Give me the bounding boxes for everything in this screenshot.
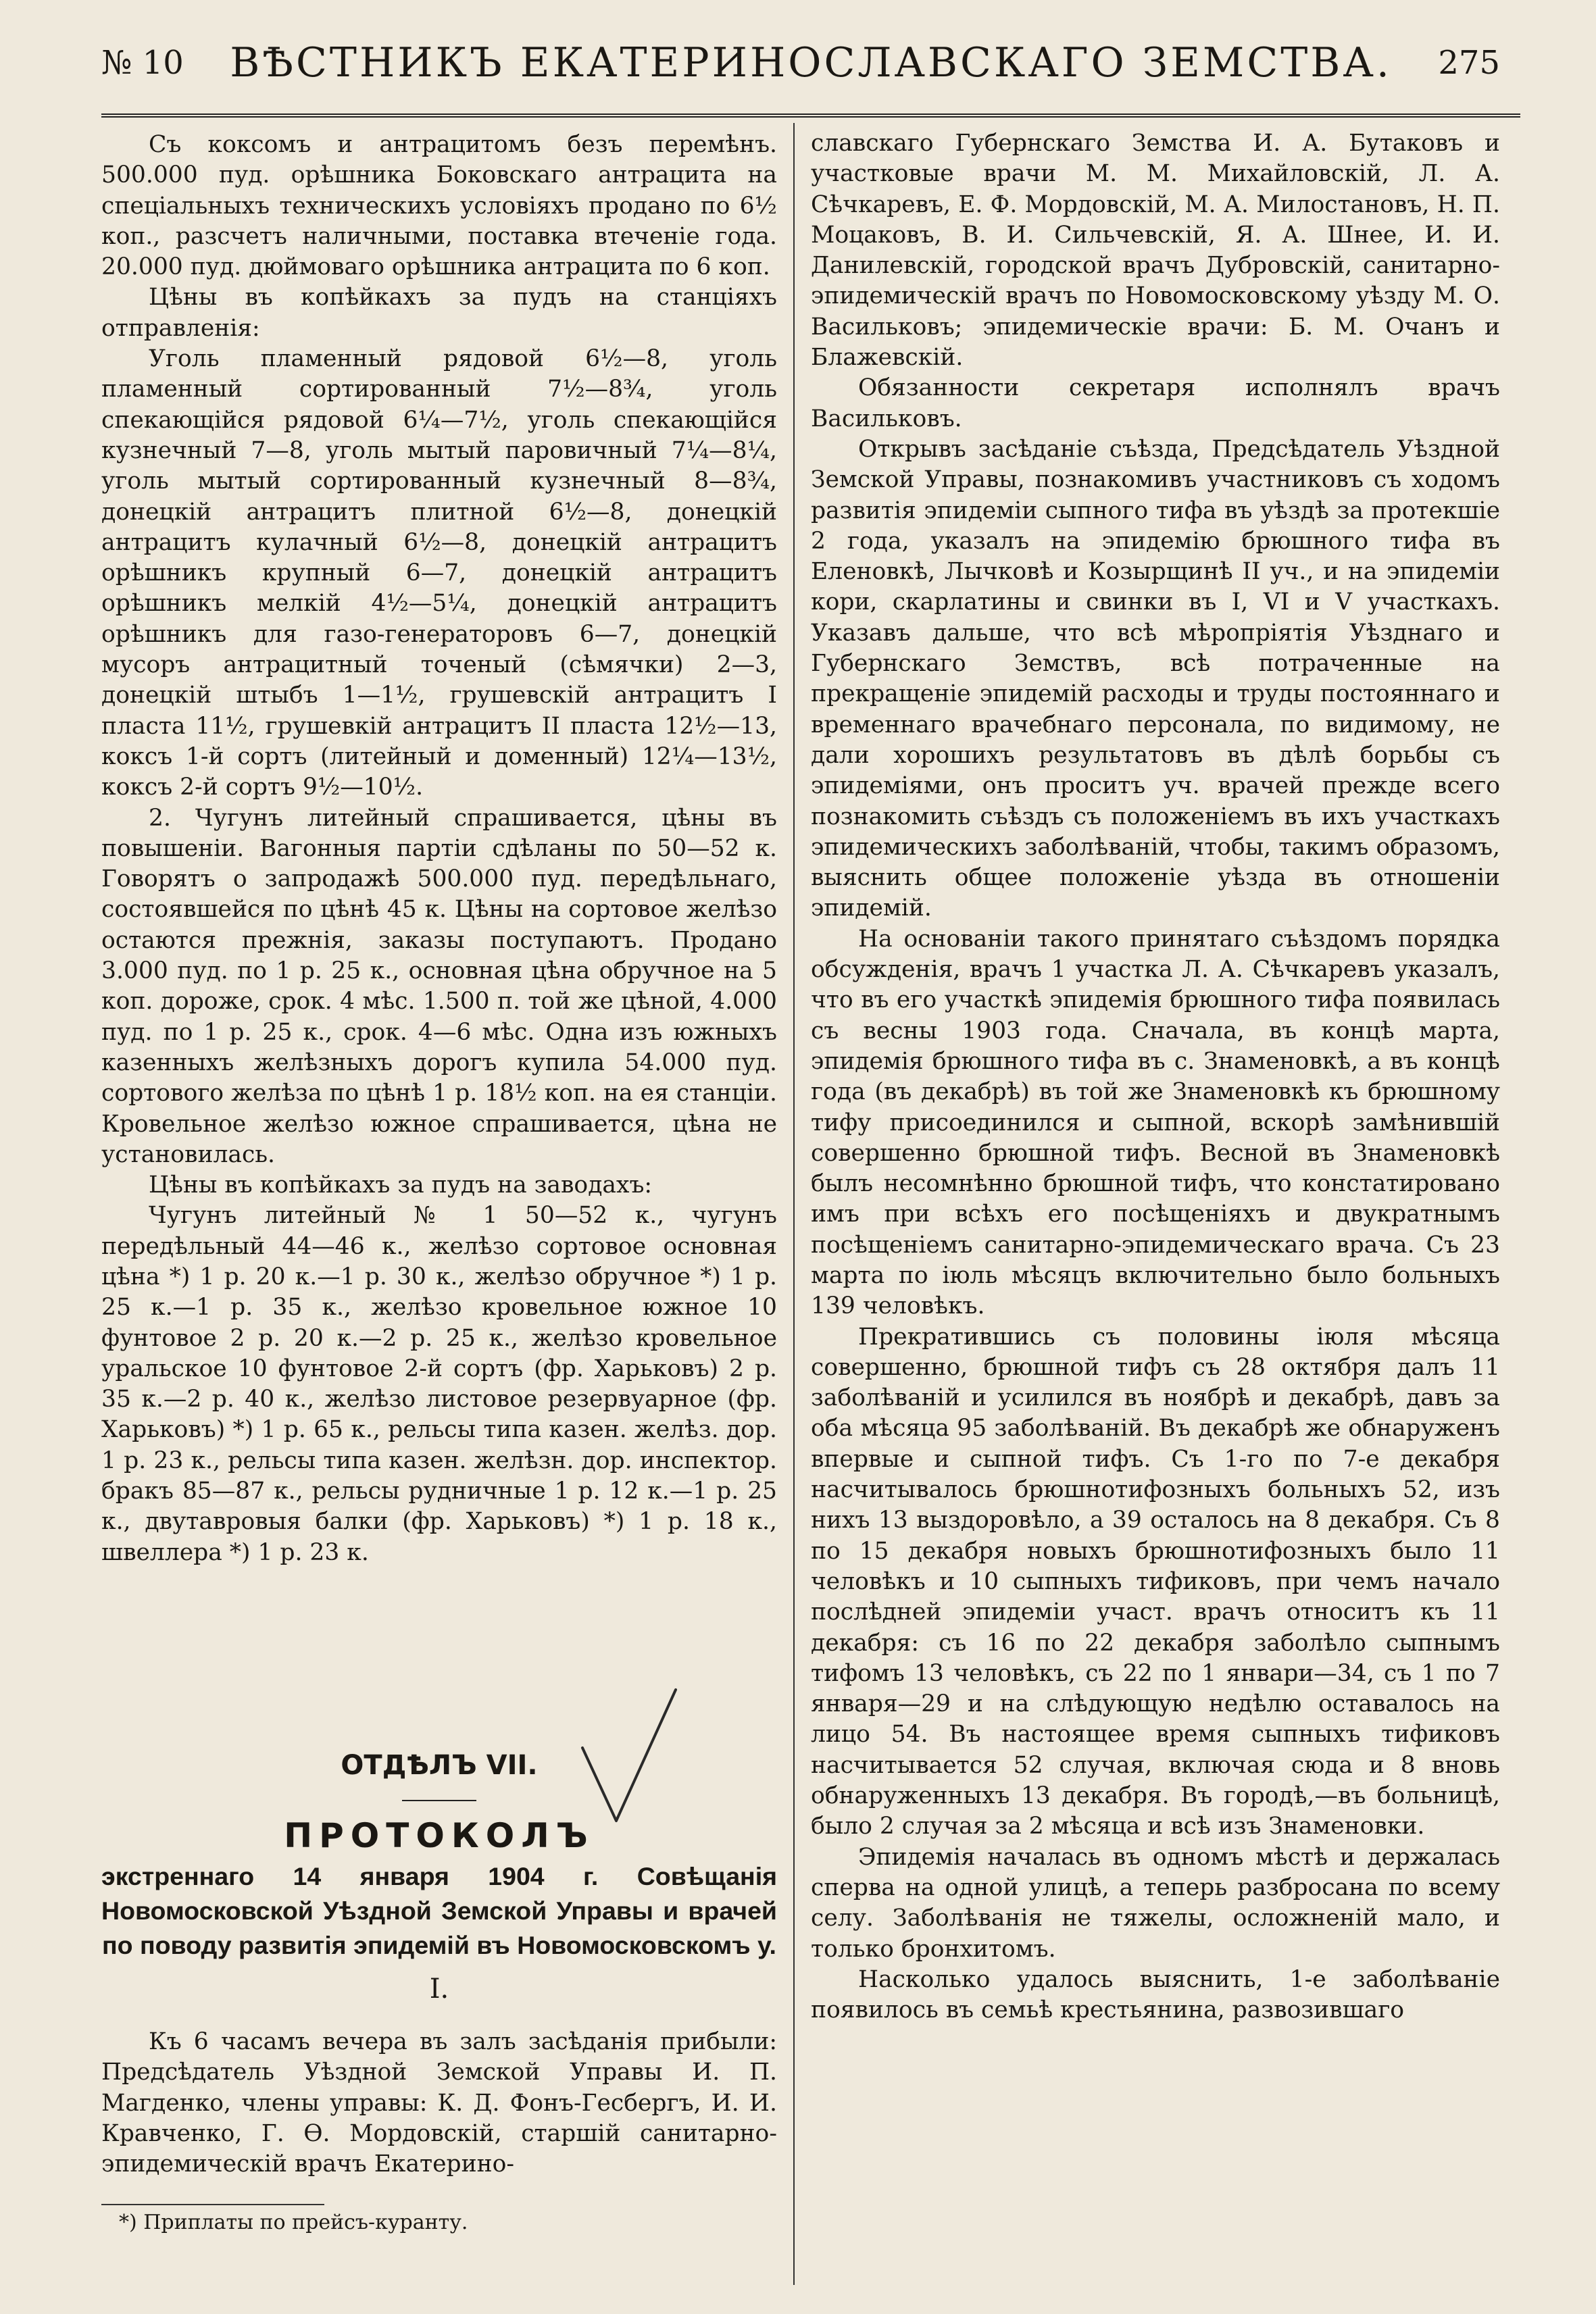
page-number: 275 <box>1438 44 1500 82</box>
page-header <box>101 26 1500 100</box>
protocol-subtitle: экстреннаго 14 января 1904 г. Совѣщанія Новомосковской Уѣздной Земской Управы и врачей по поводу развитія эпидемій въ Новомосковскомъ у. <box>101 1862 777 1959</box>
footnote-rule <box>101 2204 324 2205</box>
paragraph: 2. Чугунъ литейный спрашивается, цѣны въ повышеніи. Вагонныя партіи сдѣланы по 50—52 к. Говорятъ о запродажѣ 500.000 пуд. передѣльнаго, состоявшейся по цѣнѣ 45 к. Цѣны на сортовое желѣзо остаются прежнія, заказы поступаютъ. Продано 3.000 пуд. по 1 р. 25 к., основная цѣна обручное на 5 коп. дороже, срок. 4 мѣс. 1.500 п. той же цѣной, 4.000 пуд. по 1 р. 25 к., срок. 4—6 мѣс. Одна изъ южныхъ казенныхъ желѣзныхъ дорогъ купила 54.000 пуд. сортового желѣза по цѣнѣ 1 р. 18½ коп. на ея станціи. Кровельное желѣзо южное спрашивается, цѣна не установилась. <box>101 804 777 1168</box>
left-column <box>101 130 777 1568</box>
right-column <box>811 128 1500 2026</box>
issue-number: № 10 <box>101 44 184 82</box>
paragraph: Чугунъ литейный № 1 50—52 к., чугунъ передѣльный 44—46 к., желѣзо сортовое основная цѣна *) 1 р. 20 к.—1 р. 30 к., желѣзо обручное *) 1 р. 25 к.—1 р. 35 к., желѣзо кровельное южное 10 фунтовое 2 р. 20 к.—2 р. 25 к., желѣзо кровельное уральское 10 фунтовое 2-й сортъ (фр. Харьковъ) 2 р. 35 к.—2 р. 40 к., желѣзо листовое резервуарное (фр. Харьковъ) *) 1 р. 65 к., рельсы типа казен. желѣз. дор. 1 р. 23 к., рельсы типа казен. желѣзн. дор. инспектор. бракъ 85—87 к., рельсы рудничные 1 р. 12 к.—1 р. 25 к., двутавровыя балки (фр. Харьковъ) *) 1 р. 18 к., швеллера *) 1 р. 23 к. <box>101 1202 777 1566</box>
paragraph: Съ коксомъ и антрацитомъ безъ перемѣнъ. 500.000 пуд. орѣшника Боковскаго антрацита на спеціальныхъ техническихъ условіяхъ продано по 6½ коп., разсчетъ наличными, поставка втеченіе года. 20.000 пуд. дюймоваго орѣшника антрацита по 6 коп. <box>101 131 777 281</box>
section-heading: ОТДѢЛЪ VII. <box>341 1750 538 1781</box>
paragraph: Къ 6 часамъ вечера въ залъ засѣданія прибыли: Предсѣдатель Уѣздной Земской Управы И. П. Магденко, члены управы: К. Д. Фонъ-Гесбергъ, И. И. Кравченко, Г. Ѳ. Мордовскій, старшій санитарно-эпидемическій врачъ Екатерино- <box>101 2028 777 2178</box>
footnote: *) Приплаты по прейсъ-куранту. <box>119 2211 468 2234</box>
paragraph: Цѣны въ копѣйкахъ за пудъ на станціяхъ отправленія: <box>101 284 777 342</box>
paragraph: На основаніи такого принятаго съѣздомъ порядка обсужденія, врачъ 1 участка Л. А. Сѣчкаревъ указалъ, что въ его участкѣ эпидемія брюшного тифа появилась съ весны 1903 года. Сначала, въ концѣ марта, эпидемія брюшного тифа въ с. Знаменовкѣ, а въ концѣ года (въ декабрѣ) въ той же Знаменовкѣ къ брюшному тифу присоединился и сыпной, вскорѣ замѣнившій совершенно брюшной тифъ. Весной въ Знаменовкѣ былъ несомнѣнно брюшной тифъ, что констатировано имъ при всѣхъ его посѣщеніяхъ и двукратнымъ посѣщеніемъ санитарно-эпидемическаго врача. Съ 23 марта по іюль мѣсяцъ включительно было больныхъ 139 человѣкъ. <box>811 925 1500 1320</box>
paragraph: Открывъ засѣданіе съѣзда, Предсѣдатель Уѣздной Земской Управы, познакомивъ участниковъ съ ходомъ развитія эпидеміи сыпного тифа въ уѣздѣ за протекшіе 2 года, указалъ на эпидемію брюшного тифа въ Еленовкѣ, Лычковѣ и Козырщинѣ II уч., и на эпидеміи кори, скарлатины и свинки въ I, VI и V участкахъ. Указавъ дальше, что всѣ мѣропріятія Уѣзднаго и Губернскаго Земствъ, всѣ потраченные на прекращеніе эпидемій расходы и труды постояннаго и временнаго врачебнаго персонала, по видимому, не дали хорошихъ результатовъ въ дѣлѣ борьбы съ эпидеміями, онъ проситъ уч. врачей прежде всего познакомить съѣздъ съ положеніемъ въ ихъ участкахъ эпидемическихъ заболѣваній, чтобы, такимъ образомъ, выяснить общее положеніе уѣзда въ отношеніи эпидемій. <box>811 435 1500 922</box>
paragraph: Прекратившись съ половины іюля мѣсяца совершенно, брюшной тифъ съ 28 октября далъ 11 заболѣваній и усилился въ ноябрѣ и декабрѣ, давъ за оба мѣсяца 95 заболѣваній. Въ декабрѣ же обнаруженъ впервые и сыпной тифъ. Съ 1-го по 7-е декабря насчитывалось брюшнотифозныхъ больныхъ 52, изъ нихъ 13 выздоровѣло, а 39 осталось на 8 декабря. Съ 8 по 15 декабря новыхъ брюшнотифозныхъ было 11 человѣкъ и 10 сыпныхъ тификовъ, при чемъ начало послѣдней эпидеміи участ. врачъ относитъ къ 11 декабря: съ 16 по 22 декабря заболѣло сыпнымъ тифомъ 13 человѣкъ, съ 22 по 1 январи—34, съ 1 по 7 января—29 и на слѣдующую недѣлю оставалось на лицо 54. Въ настоящее время сыпныхъ тификовъ насчитывается 52 случая, включая сюда и 8 вновь обнаруженныхъ 13 декабря. Въ городѣ,—въ больницѣ, было 2 случая за 2 мѣсяца и всѣ изъ Знаменовки. <box>811 1323 1500 1840</box>
paragraph: Уголь пламенный рядовой 6½—8, уголь пламенный сортированный 7½—8¾, уголь спекающійся рядовой 6¼—7½, уголь спекающійся кузнечный 7—8, уголь мытый паровичный 7¼—8¼, уголь мытый сортированный кузнечный 8—8¾, донецкій антрацитъ плитной 6½—8, донецкій антрацитъ кулачный 6½—8, донецкій антрацитъ орѣшникъ крупный 6—7, донецкій антрацитъ орѣшникъ мелкій 4½—5¼, донецкій антрацитъ орѣшникъ для газо-генераторовъ 6—7, донецкій мусоръ антрацитный точеный (сѣмячки) 2—3, донецкій штыбъ 1—1½, грушевскій антрацитъ I пласта 11½, грушевкій антрацитъ II пласта 12½—13, коксъ 1-й сортъ (литейный и доменный) 12¼—13½, коксъ 2-й сортъ 9½—10½. <box>101 345 777 801</box>
paragraph: Цѣны въ копѣйкахъ за пудъ на заводахъ: <box>149 1172 653 1199</box>
protocol-title: ПРОТОКОЛЪ <box>284 1816 595 1855</box>
paragraph: Насколько удалось выяснить, 1-е заболѣваніе появилось въ семьѣ крестьянина, развозившаго <box>811 1965 1500 2024</box>
section-rule <box>402 1800 476 1801</box>
header-rule <box>101 114 1520 118</box>
part-number: I. <box>429 1973 449 2005</box>
paragraph: славскаго Губернскаго Земства И. А. Бутаковъ и участковые врачи М. М. Михайловскій, Л. А. Сѣчкаревъ, Е. Ф. Мордовскій, М. А. Милостановъ, Н. П. Моцаковъ, В. И. Сильчевскій, Я. А. Шнее, И. И. Данилевскій, городской врачъ Дубровскій, санитарно-эпидемическій врачъ по Новомосковскому уѣзду М. О. Васильковъ; эпидемическіе врачи: Б. М. Очанъ и Блажевскій. <box>811 130 1500 372</box>
section-header <box>101 1750 777 2005</box>
paragraph: Обязанности секретаря исполнялъ врачъ Васильковъ. <box>811 374 1500 432</box>
column-divider <box>793 123 795 2285</box>
paragraph: Эпидемія началась въ одномъ мѣстѣ и держалась сперва на одной улицѣ, а теперь разбросана по всему селу. Заболѣванія не тяжелы, осложненій мало, и только бронхитомъ. <box>811 1843 1500 1963</box>
journal-title: ВѢСТНИКЪ ЕКАТЕРИНОСЛАВСКАГО ЗЕМСТВА. <box>230 39 1392 86</box>
left-column-bottom <box>101 2027 777 2180</box>
